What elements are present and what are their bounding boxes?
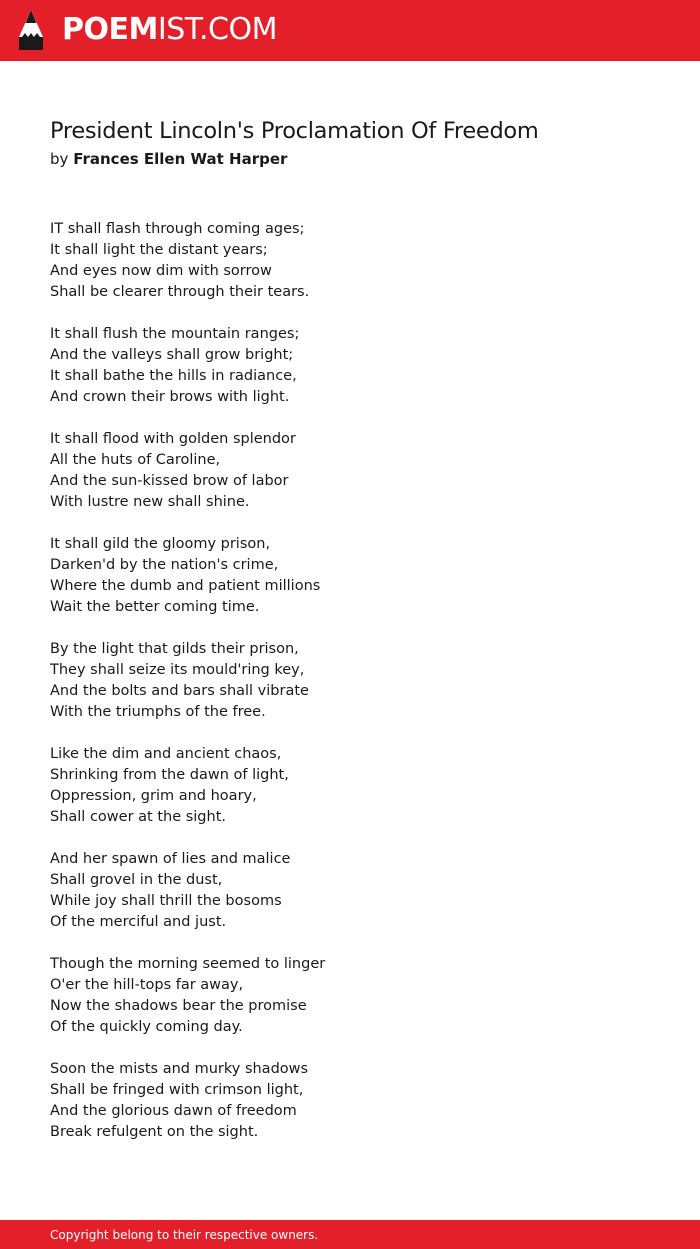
poem-line: And the valleys shall grow bright; — [50, 347, 294, 363]
poem-line: With lustre new shall shine. — [50, 494, 250, 510]
poem-line: While joy shall thrill the bosoms — [50, 893, 282, 909]
by-label: by — [50, 150, 69, 168]
poem-line: They shall seize its mould'ring key, — [50, 662, 305, 678]
poem-title: President Lincoln's Proclamation Of Freedom — [50, 118, 539, 144]
poem-line: And her spawn of lies and malice — [50, 851, 291, 867]
poem-line: All the huts of Caroline, — [50, 452, 221, 468]
poem-line: It shall light the distant years; — [50, 242, 268, 258]
poem-line: It shall flood with golden splendor — [50, 431, 296, 447]
stanza — [50, 639, 650, 723]
stanza — [50, 534, 650, 618]
poem-line: And the sun-kissed brow of labor — [50, 473, 289, 489]
poem-line: Like the dim and ancient chaos, — [50, 746, 282, 762]
poem-line: Shall cower at the sight. — [50, 809, 226, 825]
logo-light-text: IST.COM — [157, 12, 277, 47]
stanza — [50, 849, 650, 933]
site-logo[interactable] — [62, 12, 277, 48]
poem-line: Where the dumb and patient millions — [50, 578, 321, 594]
stanza — [50, 219, 650, 303]
poem-line: And eyes now dim with sorrow — [50, 263, 272, 279]
author-name: Frances Ellen Wat Harper — [73, 150, 288, 168]
poem-line: Though the morning seemed to linger — [50, 956, 326, 972]
copyright-text: Copyright belong to their respective owners. — [50, 1228, 319, 1242]
poem-line: Darken'd by the nation's crime, — [50, 557, 279, 573]
poem-line: Shall grovel in the dust, — [50, 872, 223, 888]
poem-line: Soon the mists and murky shadows — [50, 1061, 309, 1077]
poem-line: And the bolts and bars shall vibrate — [50, 683, 309, 699]
poem-line: Of the merciful and just. — [50, 914, 227, 930]
poem-line: And crown their brows with light. — [50, 389, 290, 405]
poem-line: Shall be fringed with crimson light, — [50, 1082, 304, 1098]
stanza — [50, 1059, 650, 1143]
site-footer — [0, 1220, 700, 1249]
poem-line: Shall be clearer through their tears. — [50, 284, 310, 300]
poem-line: Now the shadows bear the promise — [50, 998, 307, 1014]
stanza — [50, 744, 650, 828]
poem-line: O'er the hill-tops far away, — [50, 977, 244, 993]
poem-line: It shall gild the gloomy prison, — [50, 536, 271, 552]
poem-line: Break refulgent on the sight. — [50, 1124, 259, 1140]
site-header — [0, 0, 700, 61]
stanza — [50, 954, 650, 1038]
poem-line: Shrinking from the dawn of light, — [50, 767, 289, 783]
poem-line: Wait the better coming time. — [50, 599, 260, 615]
logo-bold-text: POEM — [62, 12, 158, 47]
poem-line: With the triumphs of the free. — [50, 704, 266, 720]
stanza — [50, 324, 650, 408]
poem-line: And the glorious dawn of freedom — [50, 1103, 297, 1119]
poem-line: IT shall flash through coming ages; — [50, 221, 305, 237]
poem-line: Of the quickly coming day. — [50, 1019, 243, 1035]
poem-line: By the light that gilds their prison, — [50, 641, 299, 657]
poem-body — [50, 219, 650, 1164]
poem-line: It shall bathe the hills in radiance, — [50, 368, 297, 384]
poem-line: It shall flush the mountain ranges; — [50, 326, 300, 342]
byline — [50, 148, 287, 170]
pencil-tip-icon[interactable] — [17, 9, 45, 51]
poem-line: Oppression, grim and hoary, — [50, 788, 257, 804]
stanza — [50, 429, 650, 513]
